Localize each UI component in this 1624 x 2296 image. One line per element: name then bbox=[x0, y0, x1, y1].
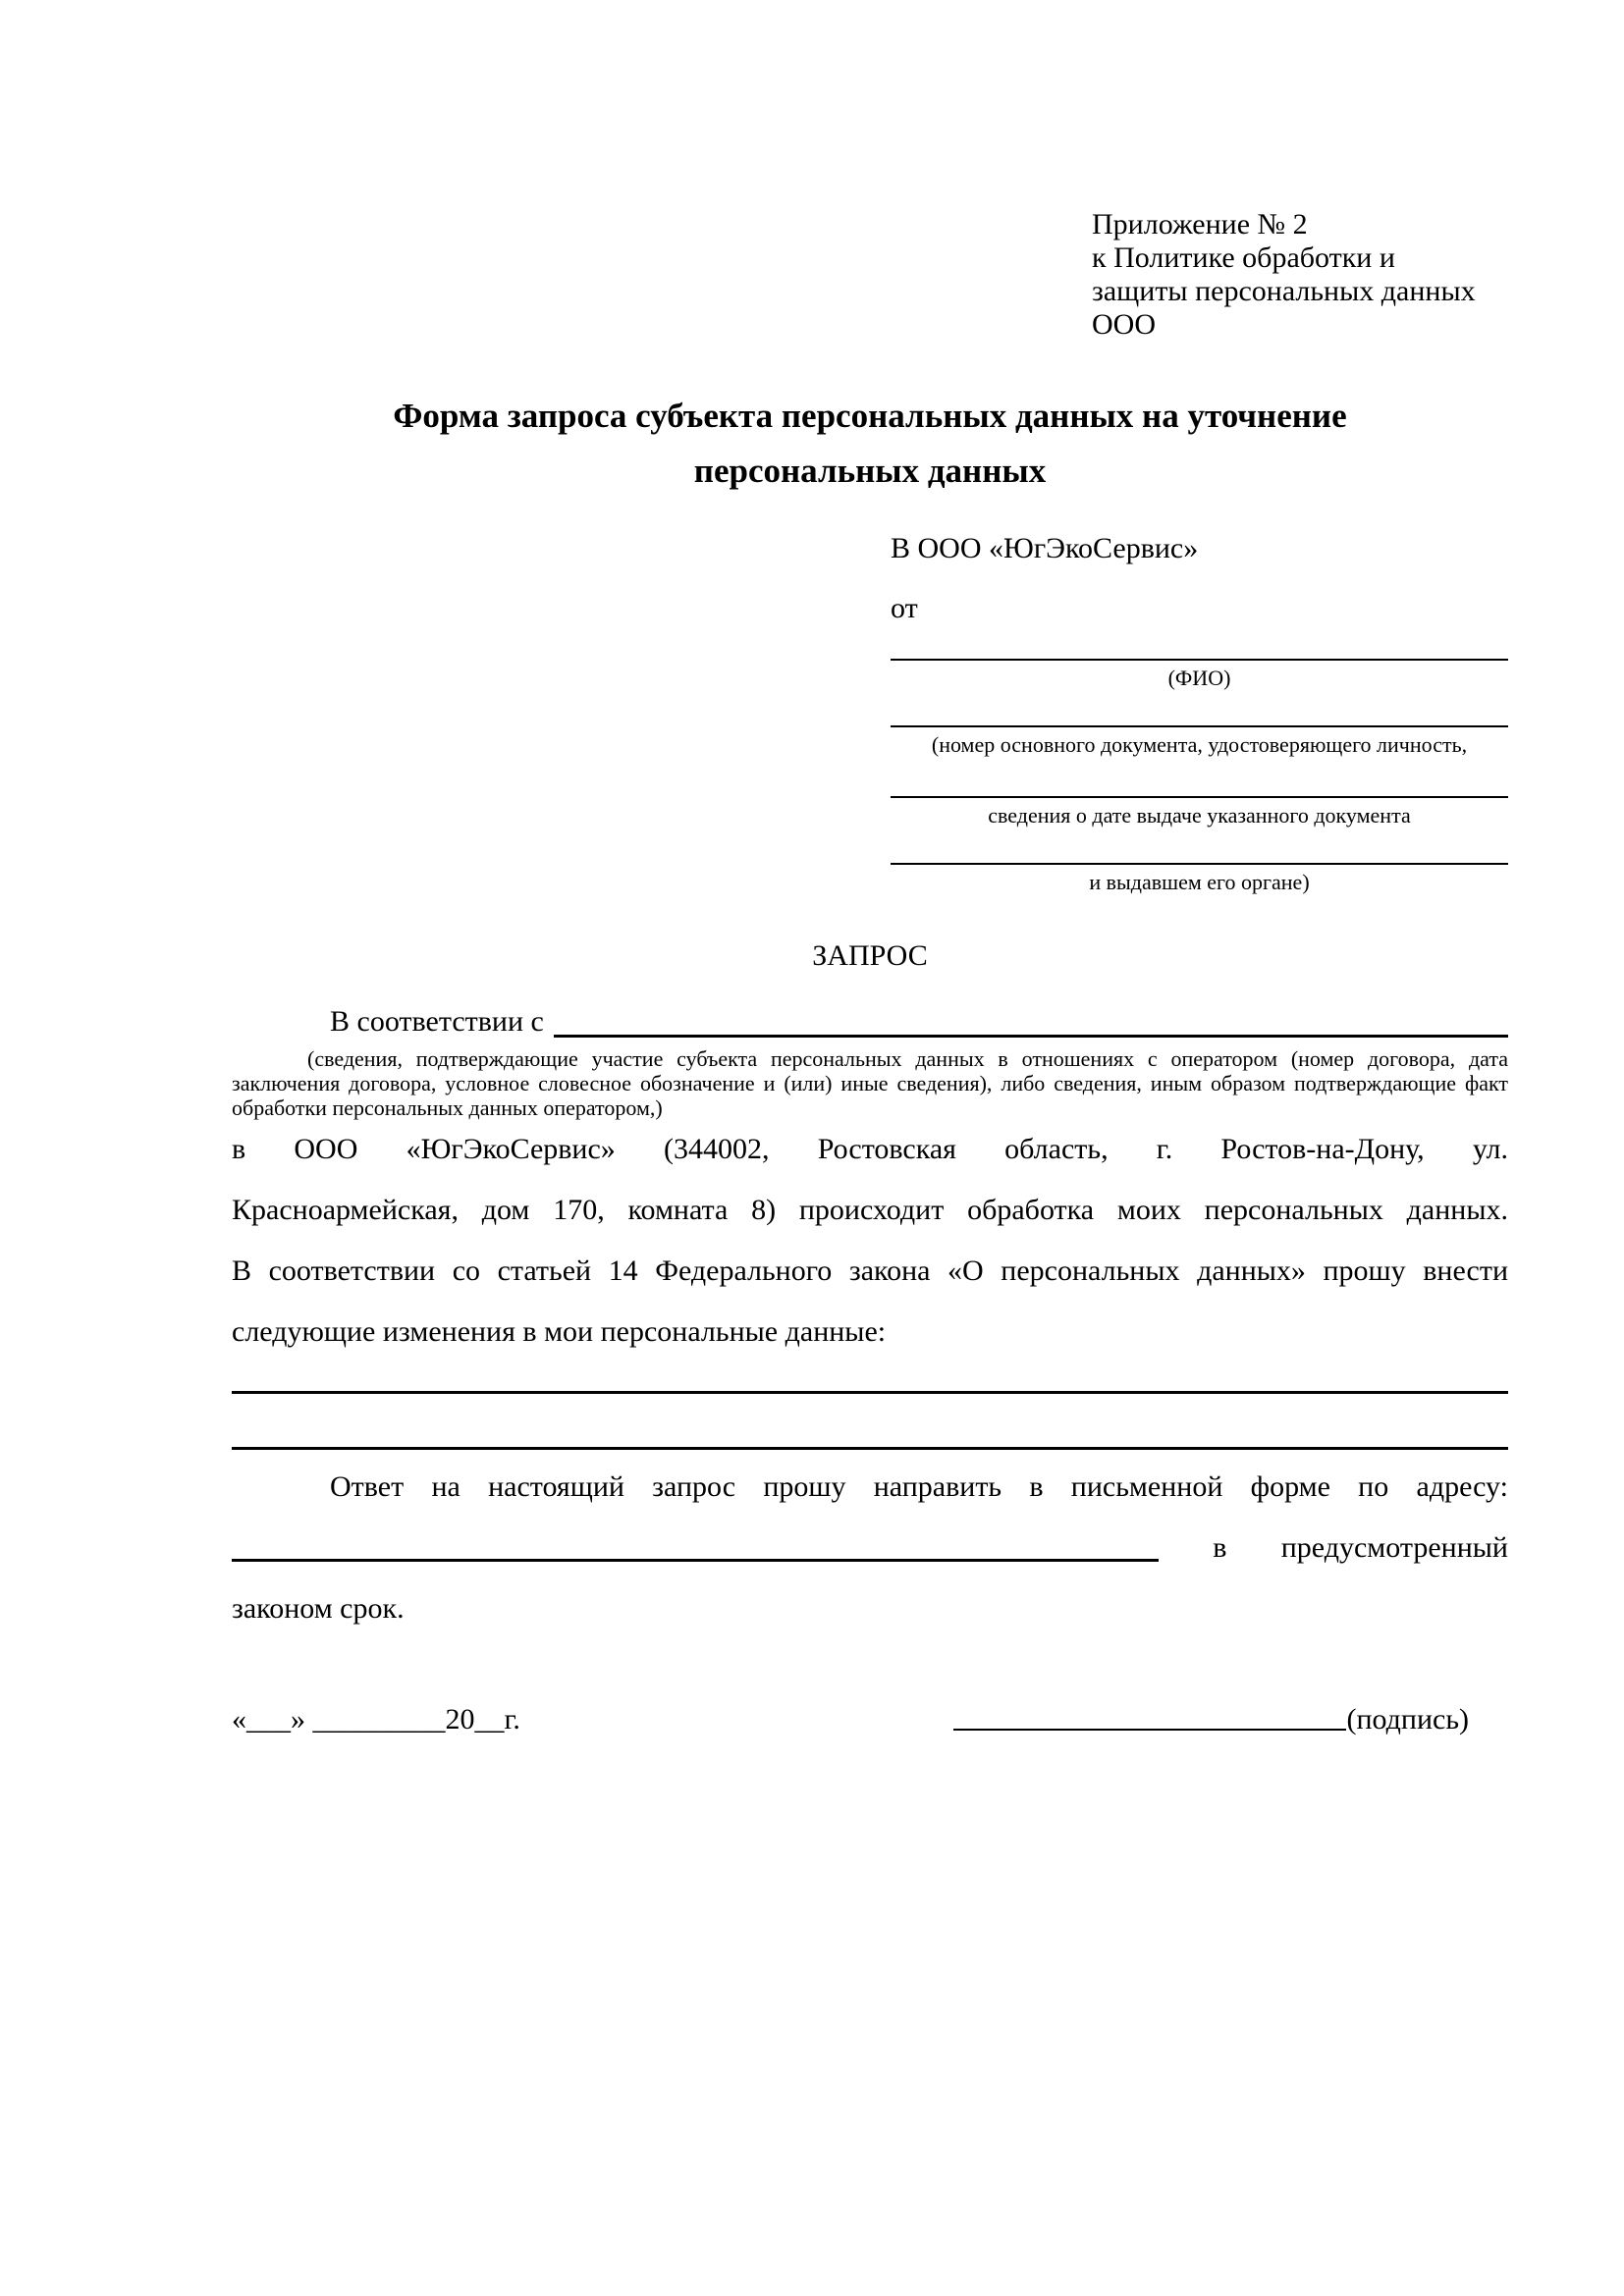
issue-date-blank-line bbox=[891, 796, 1508, 798]
from-label: от bbox=[891, 592, 918, 624]
appendix-header-line: ООО bbox=[1092, 308, 1156, 341]
document-title-line: Форма запроса субъекта персональных данных на уточнение bbox=[393, 397, 1347, 435]
issue-date-caption: сведения о дате выдаче указанного документа bbox=[988, 803, 1411, 828]
explanatory-note-line: заключения договора, условное словесное обозначение и (или) иные сведения), либо сведения, иным образом подтверждающие факт bbox=[232, 1071, 1508, 1095]
issuing-authority-blank-line bbox=[891, 863, 1508, 865]
changes-blank-line-1 bbox=[232, 1391, 1508, 1394]
document-number-caption: (номер основного документа, удостоверяющего личность, bbox=[931, 732, 1468, 757]
appendix-header bbox=[1092, 208, 1514, 342]
body-line: следующие изменения в мои персональные данные: bbox=[232, 1315, 887, 1348]
reply-address-row bbox=[232, 1529, 1508, 1567]
fio-caption: (ФИО) bbox=[1167, 666, 1231, 690]
signature-group bbox=[953, 1701, 1469, 1738]
reply-word: в bbox=[1213, 1531, 1227, 1564]
issuing-authority-caption: и выдавшем его органе) bbox=[1089, 870, 1310, 894]
date-fill-in: «___» _________20__г. bbox=[232, 1703, 520, 1735]
address-blank-line bbox=[232, 1529, 1159, 1562]
body-line: Красноармейская, дом 170, комната 8) происходит обработка моих персональных данных. bbox=[232, 1194, 1508, 1226]
body-line: В соответствии со статьей 14 Федерального закона «О персональных данных» прошу внести bbox=[232, 1255, 1508, 1287]
accordance-lead: В соответствии с bbox=[330, 1005, 544, 1038]
appendix-header-line: защиты персональных данных bbox=[1092, 275, 1476, 307]
explanatory-note bbox=[232, 1046, 1508, 1120]
reply-word: предусмотренный bbox=[1280, 1531, 1508, 1564]
reply-closing-line: законом срок. bbox=[232, 1592, 405, 1625]
document-number-blank-line bbox=[891, 725, 1508, 727]
signature-blank-line bbox=[953, 1701, 1346, 1731]
body-paragraph bbox=[232, 1119, 1508, 1362]
request-heading: ЗАПРОС bbox=[812, 939, 928, 972]
explanatory-note-line: (сведения, подтверждающие участие субъекта персональных данных в отношениях с оператором (номер договора, дата bbox=[307, 1046, 1508, 1071]
footer-row bbox=[232, 1701, 1508, 1738]
body-line: в ООО «ЮгЭкоСервис» (344002, Ростовская область, г. Ростов-на-Дону, ул. bbox=[232, 1133, 1508, 1165]
changes-blank-line-2 bbox=[232, 1447, 1508, 1450]
document-title bbox=[232, 389, 1508, 499]
fio-blank-line bbox=[891, 659, 1508, 661]
reply-request-line: Ответ на настоящий запрос прошу направить в письменной форме по адресу: bbox=[330, 1470, 1508, 1503]
explanatory-note-line: обработки персональных данных оператором,) bbox=[232, 1095, 663, 1120]
recipient-organization: В ООО «ЮгЭкоСервис» bbox=[891, 532, 1199, 564]
appendix-header-line: Приложение № 2 bbox=[1092, 208, 1308, 240]
accordance-row bbox=[232, 1003, 1508, 1041]
signature-caption: (подпись) bbox=[1346, 1703, 1469, 1735]
appendix-header-line: к Политике обработки и bbox=[1092, 241, 1395, 274]
document-title-line: персональных данных bbox=[693, 452, 1047, 490]
recipient-block bbox=[891, 530, 1508, 894]
accordance-blank-line bbox=[554, 1003, 1508, 1038]
